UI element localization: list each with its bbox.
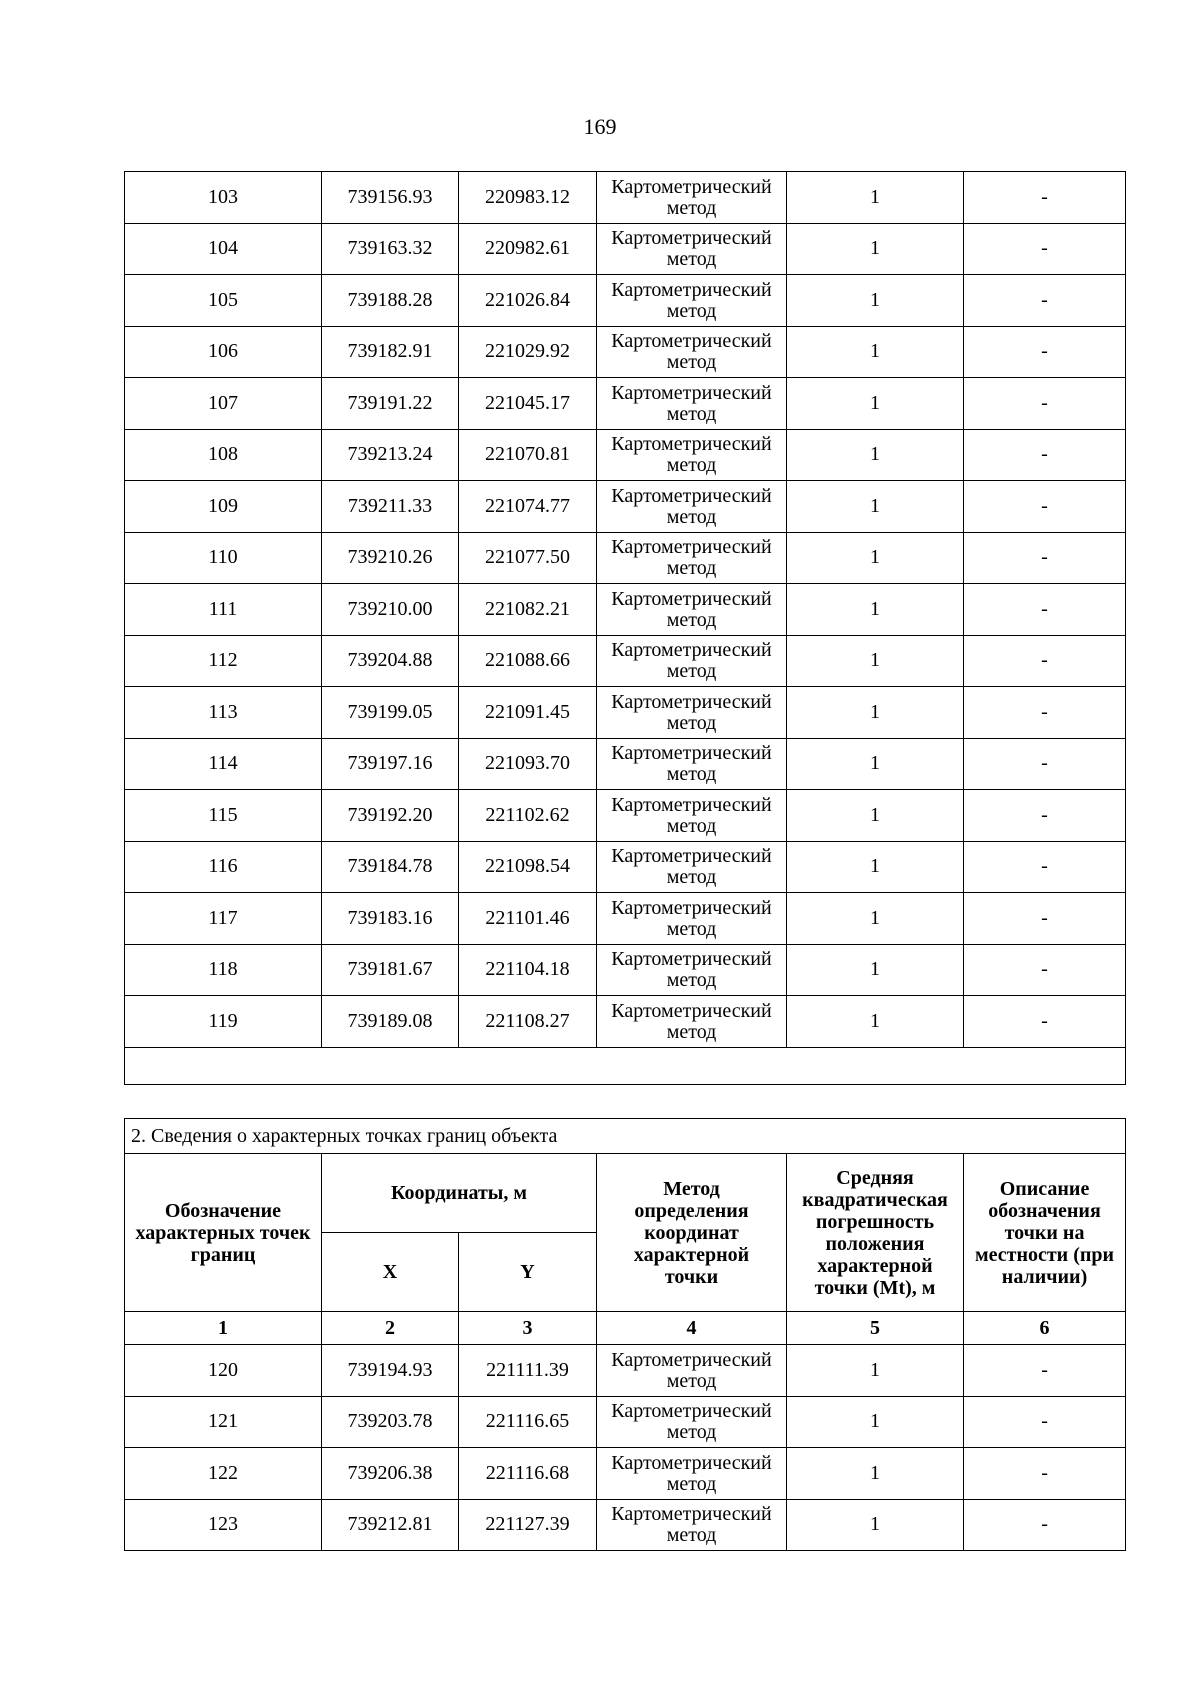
method-text: метод: [666, 557, 717, 580]
x-coordinate-cell: 739197.16: [322, 738, 459, 790]
y-coordinate-cell: 220982.61: [459, 223, 597, 275]
x-coordinate-cell: 739211.33: [322, 481, 459, 533]
empty-cell: [125, 1047, 1126, 1084]
x-coordinate-cell: 739213.24: [322, 429, 459, 481]
table-row: [125, 1345, 1126, 1397]
description-cell: -: [964, 429, 1126, 481]
description-cell: -: [964, 893, 1126, 945]
table-row: [125, 635, 1126, 687]
method-cell: [597, 172, 787, 224]
y-coordinate-cell: 221116.65: [459, 1396, 597, 1448]
mt-cell: 1: [787, 532, 964, 584]
table-row: [125, 1396, 1126, 1448]
description-cell: -: [964, 944, 1126, 996]
point-id-cell: 108: [125, 429, 322, 481]
x-coordinate-cell: 739204.88: [322, 635, 459, 687]
x-coordinate-cell: 739212.81: [322, 1499, 459, 1551]
table-row: [125, 893, 1126, 945]
method-cell: [597, 1345, 787, 1397]
method-text: метод: [666, 763, 717, 786]
description-cell: -: [964, 275, 1126, 327]
header-coordinates: Координаты, м: [322, 1154, 597, 1233]
method-text: метод: [666, 505, 717, 528]
method-cell: [597, 429, 787, 481]
table-row: [125, 790, 1126, 842]
description-cell: -: [964, 378, 1126, 430]
y-coordinate-cell: 220983.12: [459, 172, 597, 224]
method-cell: [597, 1396, 787, 1448]
point-id-cell: 123: [125, 1499, 322, 1551]
table-row: [125, 172, 1126, 224]
mt-cell: 1: [787, 1448, 964, 1500]
method-text: Картометрический: [611, 690, 772, 713]
x-coordinate-cell: 739183.16: [322, 893, 459, 945]
mt-cell: 1: [787, 944, 964, 996]
description-cell: -: [964, 326, 1126, 378]
x-coordinate-cell: 739156.93: [322, 172, 459, 224]
column-number: 6: [964, 1312, 1126, 1345]
method-text: Картометрический: [611, 948, 772, 971]
y-coordinate-cell: 221104.18: [459, 944, 597, 996]
point-id-cell: 104: [125, 223, 322, 275]
method-text: метод: [666, 969, 717, 992]
method-cell: [597, 326, 787, 378]
table-row: [125, 841, 1126, 893]
method-text: метод: [666, 660, 717, 683]
method-text: Картометрический: [611, 742, 772, 765]
description-cell: -: [964, 687, 1126, 739]
method-text: метод: [666, 196, 717, 219]
description-cell: -: [964, 532, 1126, 584]
table-row: [125, 326, 1126, 378]
y-coordinate-cell: 221088.66: [459, 635, 597, 687]
point-id-cell: 103: [125, 172, 322, 224]
y-coordinate-cell: 221091.45: [459, 687, 597, 739]
mt-cell: 1: [787, 1396, 964, 1448]
x-coordinate-cell: 739194.93: [322, 1345, 459, 1397]
method-text: метод: [666, 608, 717, 631]
header-designation: Обозначение характерных точек границ: [125, 1154, 322, 1312]
method-text: Картометрический: [611, 278, 772, 301]
table-row: [125, 944, 1126, 996]
y-coordinate-cell: 221102.62: [459, 790, 597, 842]
method-cell: [597, 275, 787, 327]
point-id-cell: 115: [125, 790, 322, 842]
point-id-cell: 116: [125, 841, 322, 893]
header-x: X: [322, 1233, 459, 1312]
table-row: [125, 275, 1126, 327]
empty-row: [125, 1047, 1126, 1084]
header-description: Описание обозначения точки на местности (при наличии): [964, 1154, 1126, 1312]
method-text: Картометрический: [611, 1503, 772, 1526]
point-id-cell: 113: [125, 687, 322, 739]
y-coordinate-cell: 221070.81: [459, 429, 597, 481]
y-coordinate-cell: 221074.77: [459, 481, 597, 533]
description-cell: -: [964, 841, 1126, 893]
mt-cell: 1: [787, 584, 964, 636]
description-cell: -: [964, 1345, 1126, 1397]
method-text: Картометрический: [611, 639, 772, 662]
table-row: [125, 584, 1126, 636]
method-text: метод: [666, 299, 717, 322]
y-coordinate-cell: 221077.50: [459, 532, 597, 584]
mt-cell: 1: [787, 172, 964, 224]
x-coordinate-cell: 739203.78: [322, 1396, 459, 1448]
method-text: метод: [666, 1421, 717, 1444]
mt-cell: 1: [787, 429, 964, 481]
mt-cell: 1: [787, 687, 964, 739]
y-coordinate-cell: 221108.27: [459, 996, 597, 1048]
point-id-cell: 111: [125, 584, 322, 636]
description-cell: -: [964, 790, 1126, 842]
description-cell: -: [964, 1499, 1126, 1551]
header-method: Метод определения координат характерной точки: [597, 1154, 787, 1312]
x-coordinate-cell: 739163.32: [322, 223, 459, 275]
method-text: Картометрический: [611, 845, 772, 868]
method-cell: [597, 1499, 787, 1551]
method-cell: [597, 996, 787, 1048]
point-id-cell: 112: [125, 635, 322, 687]
method-cell: [597, 378, 787, 430]
point-id-cell: 118: [125, 944, 322, 996]
table-caption: 2. Сведения о характерных точках границ объекта: [125, 1119, 1126, 1154]
y-coordinate-cell: 221098.54: [459, 841, 597, 893]
description-cell: -: [964, 223, 1126, 275]
x-coordinate-cell: 739210.00: [322, 584, 459, 636]
description-cell: -: [964, 635, 1126, 687]
method-cell: [597, 687, 787, 739]
method-text: Картометрический: [611, 330, 772, 353]
column-number: 5: [787, 1312, 964, 1345]
method-cell: [597, 944, 787, 996]
table-row: [125, 378, 1126, 430]
method-cell: [597, 738, 787, 790]
point-id-cell: 107: [125, 378, 322, 430]
x-coordinate-cell: 739189.08: [322, 996, 459, 1048]
method-text: метод: [666, 917, 717, 940]
x-coordinate-cell: 739192.20: [322, 790, 459, 842]
method-cell: [597, 1448, 787, 1500]
table-row: [125, 1448, 1126, 1500]
table-row: [125, 481, 1126, 533]
x-coordinate-cell: 739210.26: [322, 532, 459, 584]
x-coordinate-cell: 739188.28: [322, 275, 459, 327]
method-text: метод: [666, 351, 717, 374]
x-coordinate-cell: 739206.38: [322, 1448, 459, 1500]
method-cell: [597, 223, 787, 275]
x-coordinate-cell: 739191.22: [322, 378, 459, 430]
description-cell: -: [964, 481, 1126, 533]
point-id-cell: 117: [125, 893, 322, 945]
method-text: Картометрический: [611, 484, 772, 507]
point-id-cell: 109: [125, 481, 322, 533]
y-coordinate-cell: 221101.46: [459, 893, 597, 945]
mt-cell: 1: [787, 1499, 964, 1551]
description-cell: -: [964, 996, 1126, 1048]
mt-cell: 1: [787, 893, 964, 945]
mt-cell: 1: [787, 378, 964, 430]
x-coordinate-cell: 739181.67: [322, 944, 459, 996]
point-id-cell: 105: [125, 275, 322, 327]
y-coordinate-cell: 221093.70: [459, 738, 597, 790]
boundary-points-table: [124, 1118, 1126, 1551]
method-text: Картометрический: [611, 896, 772, 919]
table-row: [125, 1499, 1126, 1551]
point-id-cell: 121: [125, 1396, 322, 1448]
x-coordinate-cell: 739199.05: [322, 687, 459, 739]
mt-cell: 1: [787, 275, 964, 327]
method-text: Картометрический: [611, 999, 772, 1022]
column-number: 1: [125, 1312, 322, 1345]
point-id-cell: 120: [125, 1345, 322, 1397]
x-coordinate-cell: 739184.78: [322, 841, 459, 893]
mt-cell: 1: [787, 996, 964, 1048]
header-y: Y: [459, 1233, 597, 1312]
method-cell: [597, 584, 787, 636]
mt-cell: 1: [787, 223, 964, 275]
mt-cell: 1: [787, 841, 964, 893]
table-row: [125, 738, 1126, 790]
x-coordinate-cell: 739182.91: [322, 326, 459, 378]
point-id-cell: 114: [125, 738, 322, 790]
method-text: метод: [666, 1369, 717, 1392]
method-text: метод: [666, 402, 717, 425]
header-mt: Средняя квадратическая погрешность положения характерной точки (Mt), м: [787, 1154, 964, 1312]
mt-cell: 1: [787, 790, 964, 842]
description-cell: -: [964, 1396, 1126, 1448]
description-cell: -: [964, 584, 1126, 636]
method-text: метод: [666, 1524, 717, 1547]
table-row: [125, 429, 1126, 481]
y-coordinate-cell: 221111.39: [459, 1345, 597, 1397]
y-coordinate-cell: 221082.21: [459, 584, 597, 636]
table-row: [125, 532, 1126, 584]
description-cell: -: [964, 1448, 1126, 1500]
mt-cell: 1: [787, 1345, 964, 1397]
method-text: метод: [666, 1472, 717, 1495]
method-text: Картометрический: [611, 587, 772, 610]
method-text: Картометрический: [611, 227, 772, 250]
description-cell: -: [964, 172, 1126, 224]
mt-cell: 1: [787, 326, 964, 378]
page-number: 169: [583, 114, 617, 139]
boundary-points-table-continued: [124, 171, 1126, 1085]
point-id-cell: 119: [125, 996, 322, 1048]
method-text: Картометрический: [611, 793, 772, 816]
method-text: Картометрический: [611, 381, 772, 404]
method-cell: [597, 790, 787, 842]
method-text: Картометрический: [611, 536, 772, 559]
method-text: метод: [666, 814, 717, 837]
y-coordinate-cell: 221045.17: [459, 378, 597, 430]
y-coordinate-cell: 221029.92: [459, 326, 597, 378]
table-row: [125, 996, 1126, 1048]
method-cell: [597, 841, 787, 893]
column-number: 3: [459, 1312, 597, 1345]
method-cell: [597, 532, 787, 584]
method-text: Картометрический: [611, 1348, 772, 1371]
table-row: [125, 687, 1126, 739]
column-number: 4: [597, 1312, 787, 1345]
y-coordinate-cell: 221127.39: [459, 1499, 597, 1551]
y-coordinate-cell: 221116.68: [459, 1448, 597, 1500]
method-text: Картометрический: [611, 175, 772, 198]
point-id-cell: 122: [125, 1448, 322, 1500]
method-text: метод: [666, 866, 717, 889]
method-text: Картометрический: [611, 1400, 772, 1423]
method-text: метод: [666, 248, 717, 271]
point-id-cell: 110: [125, 532, 322, 584]
mt-cell: 1: [787, 738, 964, 790]
method-cell: [597, 481, 787, 533]
description-cell: -: [964, 738, 1126, 790]
method-text: Картометрический: [611, 433, 772, 456]
point-id-cell: 106: [125, 326, 322, 378]
table-row: [125, 223, 1126, 275]
method-cell: [597, 893, 787, 945]
method-text: Картометрический: [611, 1451, 772, 1474]
y-coordinate-cell: 221026.84: [459, 275, 597, 327]
column-number: 2: [322, 1312, 459, 1345]
mt-cell: 1: [787, 635, 964, 687]
mt-cell: 1: [787, 481, 964, 533]
method-text: метод: [666, 711, 717, 734]
method-cell: [597, 635, 787, 687]
method-text: метод: [666, 1020, 717, 1043]
method-text: метод: [666, 454, 717, 477]
